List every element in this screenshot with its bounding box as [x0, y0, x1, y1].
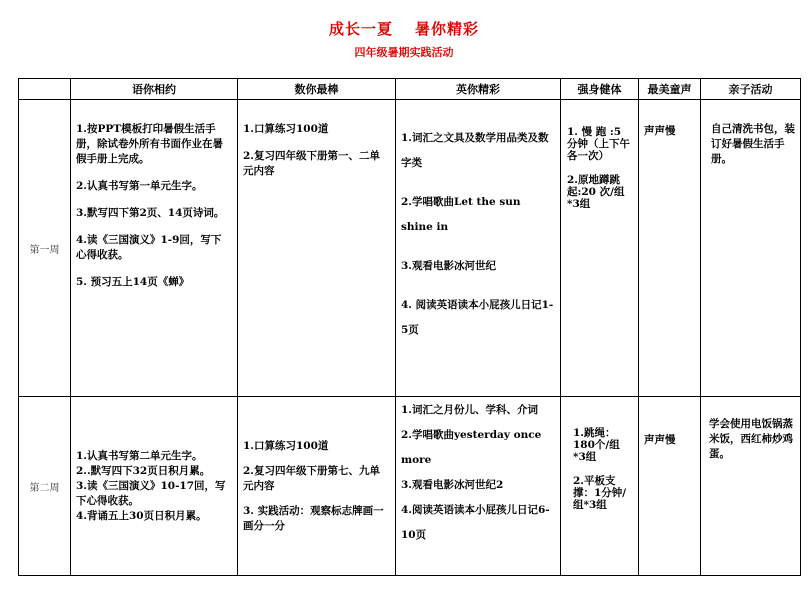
task-item: 3.默写四下第2页、14页诗词。 — [76, 207, 225, 219]
table-row — [19, 397, 801, 576]
sports-cell — [561, 397, 639, 576]
task-item: 1. 慢 跑 :5 分钟（上下午各一次） — [567, 126, 630, 162]
math-cell — [238, 397, 396, 576]
chinese-cell — [71, 397, 238, 576]
task-item: 2.学唱歌曲yesterday once more — [401, 429, 542, 466]
week-label: 第一周 — [19, 100, 71, 397]
header-math: 数你最棒 — [238, 79, 396, 100]
title-part1: 成长一夏 — [328, 20, 393, 38]
header-row — [19, 79, 801, 100]
english-cell — [396, 100, 561, 397]
header-chinese: 语你相约 — [71, 79, 238, 100]
page-title — [0, 18, 808, 39]
task-item: 1.认真书写第二单元生字。 — [76, 449, 203, 462]
task-item: 4. 阅读英语读本小屁孩儿日记1-5页 — [401, 299, 554, 336]
sports-cell — [561, 100, 639, 397]
song-name: 声声慢 — [644, 125, 676, 137]
family-cell — [701, 397, 801, 576]
header-week — [19, 79, 71, 100]
task-item: 2.学唱歌曲Let the sun shine in — [401, 196, 521, 233]
task-item: 2..默写四下32页日积月累。 — [76, 464, 211, 477]
task-item: 3.观看电影冰河世纪2 — [401, 479, 504, 491]
title-part2: 暑你精彩 — [415, 20, 480, 38]
task-item: 2.原地蹲跳起:20 次/组*3组 — [567, 174, 625, 210]
header-family: 亲子活动 — [701, 79, 801, 100]
task-item: 4.阅读英语读本小屁孩儿日记6-10页 — [401, 504, 550, 541]
task-item: 5. 预习五上14页《蝉》 — [76, 276, 190, 288]
page-subtitle: 四年级暑期实践活动 — [354, 46, 454, 59]
task-item: 2.认真书写第一单元生字。 — [76, 180, 203, 192]
task-item: 学会使用电饭锅蒸米饭，西红柿炒鸡蛋。 — [709, 418, 793, 460]
header-sports: 强身健体 — [561, 79, 639, 100]
week-label: 第二周 — [19, 397, 71, 576]
task-item: 1.词汇之月份儿、学科、介词 — [401, 404, 538, 416]
header-voice: 最美童声 — [639, 79, 701, 100]
task-item: 1.口算练习100道 — [243, 439, 329, 452]
task-item: 3.观看电影冰河世纪 — [401, 260, 496, 272]
header-english: 英你精彩 — [396, 79, 561, 100]
voice-cell — [639, 397, 701, 576]
task-item: 1.词汇之文具及数学用品类及数字类 — [401, 132, 549, 169]
song-name: 声声慢 — [644, 434, 676, 446]
task-item: 1.口算练习100道 — [243, 123, 329, 135]
task-item: 3.读《三国演义》10-17回，写下心得收获。 — [76, 479, 226, 507]
task-item: 2.平板支撑：1分钟/组*3组 — [573, 475, 627, 511]
task-item: 自己清洗书包，装订好暑假生活手册。 — [711, 123, 795, 165]
english-cell — [396, 397, 561, 576]
task-item: 1.跳绳：180个/组*3组 — [573, 427, 620, 463]
table-row — [19, 100, 801, 397]
voice-cell — [639, 100, 701, 397]
task-item: 1.按PPT模板打印暑假生活手册，除试卷外所有书面作业在暑假手册上完成。 — [76, 123, 223, 165]
task-item: 2.复习四年级下册第七、九单元内容 — [243, 464, 380, 492]
task-item: 4.读《三国演义》1-9回，写下心得收获。 — [76, 234, 222, 261]
chinese-cell — [71, 100, 238, 397]
task-item: 4.背诵五上30页日积月累。 — [76, 509, 207, 522]
family-cell — [701, 100, 801, 397]
math-cell — [238, 100, 396, 397]
task-item: 2.复习四年级下册第一、二单元内容 — [243, 150, 380, 177]
schedule-table — [18, 78, 801, 576]
task-item: 3. 实践活动：观察标志牌画一画分一分 — [243, 504, 384, 532]
